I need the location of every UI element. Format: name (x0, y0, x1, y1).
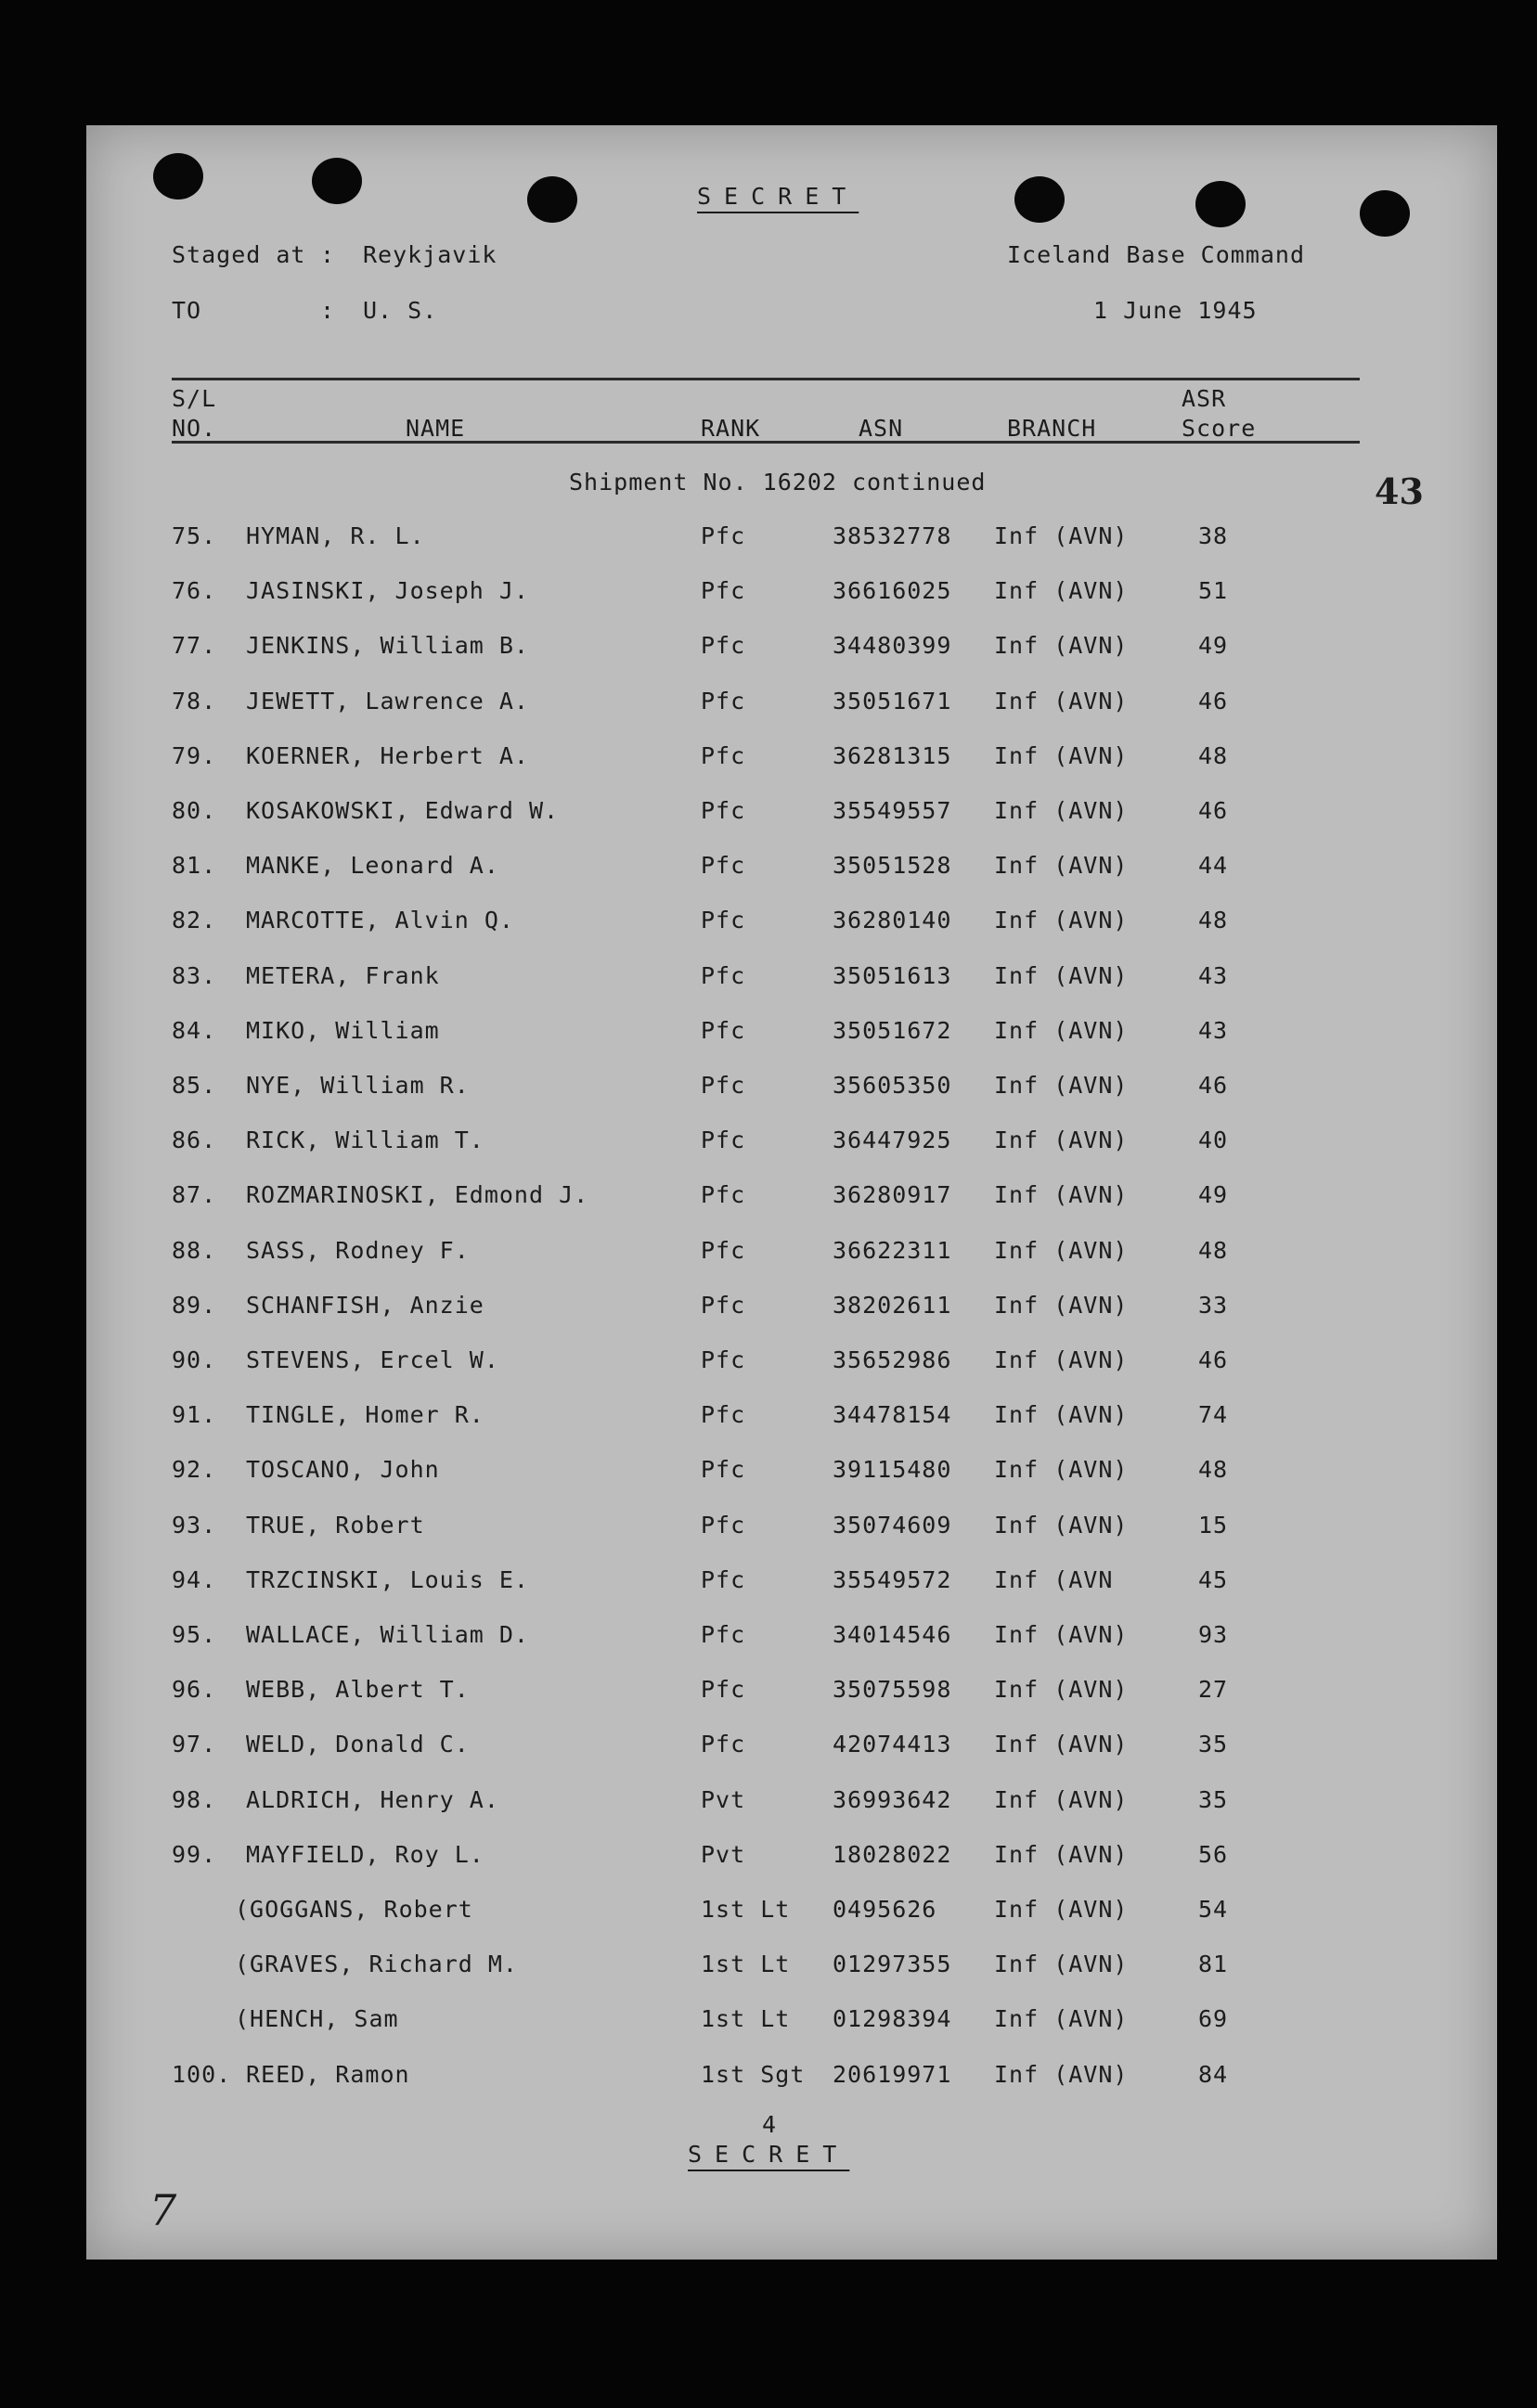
cell-no: 81. (172, 852, 217, 880)
cell-rank: Pfc (701, 961, 746, 989)
table-row (86, 1621, 1497, 1658)
cell-asn: 01298394 (833, 2005, 952, 2033)
cell-asn: 36447925 (833, 1127, 952, 1154)
header-rule-top (172, 378, 1360, 380)
cell-name: MANKE, Leonard A. (246, 852, 499, 880)
cell-name: MIKO, William (246, 1016, 440, 1044)
cell-rank: Pfc (701, 1401, 746, 1429)
cell-score: 40 (1198, 1127, 1229, 1154)
table-row (86, 1786, 1497, 1823)
page-number: 4 (762, 2111, 778, 2138)
cell-asn: 35051671 (833, 687, 952, 715)
cell-score: 74 (1198, 1401, 1229, 1429)
cell-rank: Pfc (701, 1621, 746, 1648)
cell-asn: 36281315 (833, 741, 952, 769)
col-sl-bottom: NO. (172, 415, 217, 442)
cell-no: 89. (172, 1291, 217, 1319)
cell-name: TRZCINSKI, Louis E. (246, 1565, 529, 1593)
cell-rank: 1st Sgt (701, 2060, 806, 2088)
cell-no: 85. (172, 1072, 217, 1099)
col-rank: RANK (701, 415, 761, 442)
table-row (86, 797, 1497, 834)
cell-rank: Pfc (701, 1181, 746, 1209)
shipment-line: Shipment No. 16202 continued (569, 469, 987, 496)
cell-branch: Inf (AVN) (994, 1511, 1129, 1539)
cell-no: 80. (172, 797, 217, 824)
header-rule-bottom (172, 441, 1360, 444)
cell-no: 76. (172, 577, 217, 605)
cell-branch: Inf (AVN) (994, 1951, 1129, 1978)
cell-branch: Inf (AVN) (994, 1236, 1129, 1264)
table-row (86, 1181, 1497, 1218)
cell-rank: Pfc (701, 1016, 746, 1044)
cell-branch: Inf (AVN) (994, 1840, 1129, 1868)
cell-no: 95. (172, 1621, 217, 1648)
cell-rank: 1st Lt (701, 1896, 791, 1923)
handwritten-corner-mark: 7 (149, 2185, 177, 2235)
cell-no: 97. (172, 1731, 217, 1758)
cell-branch: Inf (AVN) (994, 1896, 1129, 1923)
cell-score: 38 (1198, 522, 1229, 549)
cell-name: (HENCH, Sam (235, 2005, 399, 2033)
table-row (86, 1401, 1497, 1438)
table-row (86, 1676, 1497, 1713)
cell-branch: Inf (AVN) (994, 687, 1129, 715)
document-page (86, 125, 1497, 2260)
table-row (86, 962, 1497, 999)
punch-hole (527, 176, 577, 223)
cell-no: 86. (172, 1127, 217, 1154)
cell-name: WELD, Donald C. (246, 1731, 470, 1758)
cell-asn: 35549572 (833, 1565, 952, 1593)
cell-asn: 38202611 (833, 1291, 952, 1319)
table-row (86, 1566, 1497, 1603)
staged-label: Staged at (172, 241, 306, 268)
cell-name: JENKINS, William B. (246, 632, 529, 660)
command-name: Iceland Base Command (1007, 241, 1306, 268)
cell-name: JEWETT, Lawrence A. (246, 687, 529, 715)
cell-asn: 36616025 (833, 577, 952, 605)
cell-branch: Inf (AVN) (994, 1127, 1129, 1154)
cell-name: METERA, Frank (246, 961, 440, 989)
cell-name: WEBB, Albert T. (246, 1676, 470, 1704)
cell-branch: Inf (AVN) (994, 907, 1129, 934)
col-asr-top: ASR (1182, 385, 1227, 412)
punch-hole (312, 158, 362, 204)
cell-asn: 0495626 (833, 1896, 937, 1923)
to-value: U. S. (363, 297, 438, 324)
cell-no: 84. (172, 1016, 217, 1044)
cell-branch: Inf (AVN) (994, 1072, 1129, 1099)
cell-branch: Inf (AVN) (994, 1401, 1129, 1429)
cell-rank: Pfc (701, 797, 746, 824)
table-row (86, 688, 1497, 725)
cell-name: SCHANFISH, Anzie (246, 1291, 484, 1319)
cell-score: 33 (1198, 1291, 1229, 1319)
cell-no: 90. (172, 1346, 217, 1373)
cell-asn: 35549557 (833, 797, 952, 824)
cell-score: 46 (1198, 1346, 1229, 1373)
table-row (86, 1731, 1497, 1768)
cell-name: RICK, William T. (246, 1127, 484, 1154)
col-asr-bottom: Score (1182, 415, 1257, 442)
punch-hole (153, 153, 203, 200)
cell-score: 46 (1198, 687, 1229, 715)
table-row (86, 1346, 1497, 1384)
table-row (86, 1512, 1497, 1549)
table-row (86, 2061, 1497, 2098)
cell-branch: Inf (AVN) (994, 1456, 1129, 1484)
table-row (86, 1017, 1497, 1054)
cell-asn: 35075598 (833, 1676, 952, 1704)
cell-branch: Inf (AVN) (994, 1016, 1129, 1044)
cell-name: REED, Ramon (246, 2060, 410, 2088)
cell-score: 35 (1198, 1731, 1229, 1758)
to-separator: : (320, 297, 336, 324)
cell-branch: Inf (AVN) (994, 1731, 1129, 1758)
cell-no: 94. (172, 1565, 217, 1593)
cell-asn: 35652986 (833, 1346, 952, 1373)
cell-score: 48 (1198, 741, 1229, 769)
table-row (86, 1072, 1497, 1109)
cell-branch: Inf (AVN) (994, 1291, 1129, 1319)
cell-name: TRUE, Robert (246, 1511, 425, 1539)
cell-asn: 18028022 (833, 1840, 952, 1868)
cell-name: KOERNER, Herbert A. (246, 741, 529, 769)
table-row (86, 742, 1497, 779)
cell-score: 35 (1198, 1785, 1229, 1813)
cell-score: 45 (1198, 1565, 1229, 1593)
cell-score: 54 (1198, 1896, 1229, 1923)
cell-no: 88. (172, 1236, 217, 1264)
table-row (86, 1456, 1497, 1493)
cell-rank: Pfc (701, 577, 746, 605)
punch-hole (1195, 181, 1246, 227)
cell-asn: 35074609 (833, 1511, 952, 1539)
table-row (86, 1237, 1497, 1274)
cell-branch: Inf (AVN) (994, 1676, 1129, 1704)
cell-no: 91. (172, 1401, 217, 1429)
cell-score: 69 (1198, 2005, 1229, 2033)
table-row (86, 852, 1497, 889)
cell-score: 49 (1198, 1181, 1229, 1209)
classification-footer: SECRET (688, 2141, 850, 2168)
col-asn: ASN (859, 415, 904, 442)
cell-score: 46 (1198, 797, 1229, 824)
cell-name: JASINSKI, Joseph J. (246, 577, 529, 605)
cell-no: 100. (172, 2060, 232, 2088)
table-row (86, 577, 1497, 614)
cell-name: MARCOTTE, Alvin Q. (246, 907, 514, 934)
cell-asn: 34480399 (833, 632, 952, 660)
col-name: NAME (406, 415, 466, 442)
table-row (86, 1127, 1497, 1164)
table-row (86, 1896, 1497, 1933)
cell-name: MAYFIELD, Roy L. (246, 1840, 484, 1868)
cell-rank: Pfc (701, 1565, 746, 1593)
table-row (86, 1292, 1497, 1329)
cell-rank: Pfc (701, 1676, 746, 1704)
cell-score: 93 (1198, 1621, 1229, 1648)
cell-rank: Pfc (701, 632, 746, 660)
cell-score: 49 (1198, 632, 1229, 660)
cell-branch: Inf (AVN) (994, 852, 1129, 880)
cell-branch: Inf (AVN) (994, 1181, 1129, 1209)
cell-rank: Pfc (701, 1291, 746, 1319)
cell-score: 15 (1198, 1511, 1229, 1539)
cell-branch: Inf (AVN) (994, 632, 1129, 660)
margin-page-number: 43 (1375, 470, 1424, 512)
cell-asn: 01297355 (833, 1951, 952, 1978)
cell-rank: Pfc (701, 1731, 746, 1758)
cell-rank: Pfc (701, 1511, 746, 1539)
cell-rank: Pvt (701, 1785, 746, 1813)
cell-name: TOSCANO, John (246, 1456, 440, 1484)
cell-score: 44 (1198, 852, 1229, 880)
cell-score: 46 (1198, 1072, 1229, 1099)
cell-score: 48 (1198, 1456, 1229, 1484)
cell-branch: Inf (AVN) (994, 522, 1129, 549)
cell-no: 98. (172, 1785, 217, 1813)
cell-name: ROZMARINOSKI, Edmond J. (246, 1181, 589, 1209)
cell-branch: Inf (AVN) (994, 961, 1129, 989)
cell-no: 92. (172, 1456, 217, 1484)
cell-name: WALLACE, William D. (246, 1621, 529, 1648)
cell-asn: 36280140 (833, 907, 952, 934)
cell-branch: Inf (AVN (994, 1565, 1114, 1593)
cell-asn: 35051528 (833, 852, 952, 880)
cell-no: 77. (172, 632, 217, 660)
table-row (86, 522, 1497, 560)
cell-score: 84 (1198, 2060, 1229, 2088)
cell-rank: Pfc (701, 1456, 746, 1484)
cell-no: 79. (172, 741, 217, 769)
cell-name: STEVENS, Ercel W. (246, 1346, 499, 1373)
cell-asn: 34014546 (833, 1621, 952, 1648)
cell-name: SASS, Rodney F. (246, 1236, 470, 1264)
cell-score: 48 (1198, 1236, 1229, 1264)
cell-no: 96. (172, 1676, 217, 1704)
cell-rank: Pfc (701, 1072, 746, 1099)
table-row (86, 632, 1497, 669)
cell-score: 81 (1198, 1951, 1229, 1978)
punch-hole (1360, 190, 1410, 237)
cell-score: 43 (1198, 961, 1229, 989)
col-sl-top: S/L (172, 385, 217, 412)
cell-score: 43 (1198, 1016, 1229, 1044)
table-row (86, 1841, 1497, 1878)
cell-rank: Pvt (701, 1840, 746, 1868)
document-date: 1 June 1945 (1093, 297, 1258, 324)
cell-rank: Pfc (701, 1127, 746, 1154)
punch-hole (1014, 176, 1065, 223)
cell-asn: 36280917 (833, 1181, 952, 1209)
cell-asn: 36993642 (833, 1785, 952, 1813)
cell-branch: Inf (AVN) (994, 2060, 1129, 2088)
cell-no: 83. (172, 961, 217, 989)
cell-no: 78. (172, 687, 217, 715)
staged-separator: : (320, 241, 336, 268)
cell-rank: 1st Lt (701, 1951, 791, 1978)
cell-branch: Inf (AVN) (994, 2005, 1129, 2033)
staged-value: Reykjavik (363, 241, 497, 268)
cell-name: (GRAVES, Richard M. (235, 1951, 518, 1978)
cell-branch: Inf (AVN) (994, 1785, 1129, 1813)
cell-branch: Inf (AVN) (994, 577, 1129, 605)
cell-rank: Pfc (701, 687, 746, 715)
cell-name: ALDRICH, Henry A. (246, 1785, 499, 1813)
cell-branch: Inf (AVN) (994, 741, 1129, 769)
cell-asn: 34478154 (833, 1401, 952, 1429)
cell-score: 51 (1198, 577, 1229, 605)
cell-rank: Pfc (701, 1236, 746, 1264)
cell-score: 27 (1198, 1676, 1229, 1704)
cell-rank: Pfc (701, 741, 746, 769)
cell-no: 87. (172, 1181, 217, 1209)
cell-asn: 20619971 (833, 2060, 952, 2088)
cell-rank: Pfc (701, 907, 746, 934)
cell-asn: 38532778 (833, 522, 952, 549)
col-branch: BRANCH (1007, 415, 1097, 442)
cell-name: KOSAKOWSKI, Edward W. (246, 797, 560, 824)
cell-name: HYMAN, R. L. (246, 522, 425, 549)
cell-name: NYE, William R. (246, 1072, 470, 1099)
classification-header: SECRET (697, 183, 859, 210)
table-row (86, 907, 1497, 944)
to-label: TO (172, 297, 202, 324)
table-row (86, 1951, 1497, 1988)
table-row (86, 2005, 1497, 2042)
cell-score: 48 (1198, 907, 1229, 934)
cell-branch: Inf (AVN) (994, 1621, 1129, 1648)
cell-rank: 1st Lt (701, 2005, 791, 2033)
cell-branch: Inf (AVN) (994, 797, 1129, 824)
cell-rank: Pfc (701, 1346, 746, 1373)
cell-branch: Inf (AVN) (994, 1346, 1129, 1373)
cell-asn: 35605350 (833, 1072, 952, 1099)
cell-asn: 35051672 (833, 1016, 952, 1044)
cell-no: 99. (172, 1840, 217, 1868)
cell-no: 75. (172, 522, 217, 549)
cell-name: (GOGGANS, Robert (235, 1896, 473, 1923)
cell-no: 82. (172, 907, 217, 934)
cell-asn: 36622311 (833, 1236, 952, 1264)
cell-asn: 39115480 (833, 1456, 952, 1484)
cell-asn: 35051613 (833, 961, 952, 989)
cell-score: 56 (1198, 1840, 1229, 1868)
cell-asn: 42074413 (833, 1731, 952, 1758)
cell-rank: Pfc (701, 852, 746, 880)
cell-no: 93. (172, 1511, 217, 1539)
cell-name: TINGLE, Homer R. (246, 1401, 484, 1429)
cell-rank: Pfc (701, 522, 746, 549)
